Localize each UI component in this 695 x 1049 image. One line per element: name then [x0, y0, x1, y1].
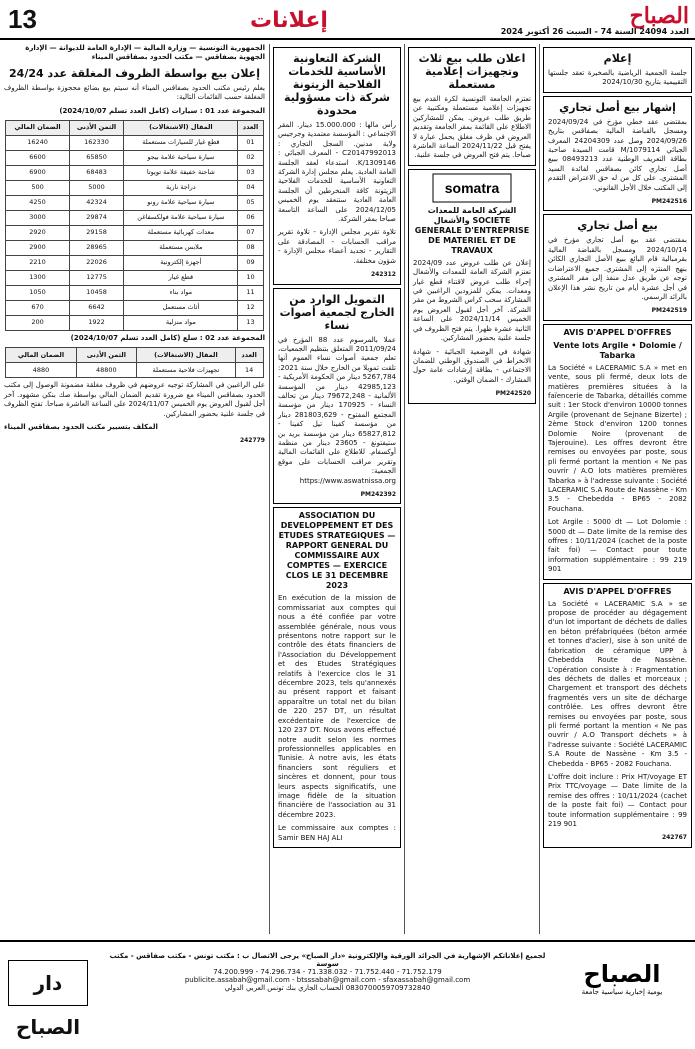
table-cell: أثاث مستعمل [124, 301, 238, 316]
table-cell: تجهيزات فلاحية مستعملة [137, 363, 235, 378]
table-row [6, 151, 263, 166]
ad-sale-2 [543, 214, 692, 320]
table-header: المقال (الاشتغالات) [124, 121, 238, 136]
table-row [6, 181, 263, 196]
footer-account: 0830700059709732840 الحساب الجاري بنك تونس العربي الدولي [224, 984, 431, 992]
table-header: العدد [238, 121, 263, 136]
ad-intro: يعلم رئيس مكتب الحدود بصفاقس الميناء أنه سيتم بيع بضائع محجوزة بواسطة الظروف المغلقة حسب القائمات التالية: [4, 83, 265, 102]
table-cell: دراجة نارية [124, 181, 238, 196]
table-row [6, 226, 263, 241]
ad-subtitle: Vente lots Argile • Dolomie / Tabarka [553, 340, 682, 360]
table-cell: 12775 [69, 271, 124, 286]
ad-list: Lot Argile : 5000 dt — Lot Dolomie : 5000 dt — Date limite de la remise des offres : 10/11/2024 (cachet de la poste fait foi) — Contact pour toute information supplémentaire : 99 219 901 [548, 518, 687, 574]
table-cell: قطع غيار للسيارات مستعملة [124, 136, 238, 151]
org-header: الجمهورية التونسية — وزارة المالية — الإدارة العامة للديوانة — الإدارة الجهوية بصفاقس — مكتب الحدود بصفاقس الميناء [25, 44, 265, 62]
table-cell: 68483 [69, 166, 124, 181]
table-cell: 670 [6, 301, 69, 316]
table-cell: 1300 [6, 271, 69, 286]
sale-table-2 [5, 347, 263, 378]
table-header: المقال (الاشتغالات) [137, 348, 235, 363]
ad-text: بمقتضى عقد بيع أصل تجاري مؤرخ في 2024/10/14 ومسجل بالقباضة المالية بقرمبالية قام البائع ببيع الأصل التجاري الكائن بنهج المنتزه إلى المشتري. جميع الاعتراضات توجه عن طريق عدل منفذ إلى مقر المشتري في أجل عشرة أيام من تاريخ نشر هذا الإعلان بالرائد الرسمي. [548, 236, 687, 301]
ad-list: تلاوة تقرير مجلس الإدارة - تلاوة تقرير مراقب الحسابات - المصادقة على التقارير - تجديد أعضاء مجلس الإدارة - شؤون مختلفة. [278, 228, 396, 265]
table-cell: 6642 [69, 301, 124, 316]
ad-equipment-sale [408, 47, 536, 166]
ad-text: جلسة الجمعية الرياضية بالصخيرة تعقد جلستها التقييمية بتاريخ 2024/10/30 [548, 69, 687, 87]
ad-text: إعلان عن طلب عروض عدد 2024/09 تعتزم الشركة العامة للمعدات والأشغال إجراء طلب عروض لاقتناء قطع غيار ومعدات. يمكن للمزودين الراغبين في المشاركة سحب كراس الشروط من مقر الشركة. آخر أجل لقبول العروض يوم الخميس 2024/11/14 على الساعة الثانية عشرة ظهرا. يتم فتح الظروف في جلسة علنية بحضور المشاركين. [413, 258, 531, 343]
table-cell: 11 [238, 286, 263, 301]
ad-title: الشركة التعاونية الأساسية للخدمات الفلاحية الزيتونة شركة ذات مسؤولية محدودة [284, 52, 390, 117]
table-header: الضمان المالي [6, 348, 76, 363]
table-cell: مواد منزلية [124, 316, 238, 331]
issue-info: العدد 24094 السنة 74 - السبت 26 أكتوبر 2024 [500, 27, 689, 36]
table-cell: 2920 [6, 226, 69, 241]
table-cell: أجهزة إلكترونية [124, 256, 238, 271]
table-cell: 2900 [6, 241, 69, 256]
table-cell: 08 [238, 241, 263, 256]
table-cell: 5000 [69, 181, 124, 196]
table-cell: 29158 [69, 226, 124, 241]
ad-text: تعتزم الجامعة التونسية لكرة القدم بيع تجهيزات إعلامية مستعملة ومكتبية عن طريق طلب عروض. يمكن للمشاركين الاطلاع على القائمة بمقر الجامعة وتقديم العروض في ظرف مغلق يحمل عبارة لا يفتح قبل 2024/11/22 الساعة العاشرة صباحا. يتم فتح العروض في جلسة علنية. [413, 95, 531, 160]
ad-code: PM242519 [651, 307, 687, 315]
table-cell: سيارة سياحية علامة فولكسفاغن [124, 211, 238, 226]
table-row [6, 256, 263, 271]
table-cell: 04 [238, 181, 263, 196]
table-cell: 12 [238, 301, 263, 316]
ad-code: 242767 [661, 834, 687, 842]
page-number: 13 [8, 4, 37, 34]
table-cell: معدات كهربائية مستعملة [124, 226, 238, 241]
table-row [6, 301, 263, 316]
table-cell: شاحنة خفيفة علامة تويوتا [124, 166, 238, 181]
ad-title: الشركة العامة للمعدات والأشغال SOCIETE GENERALE D'ENTREPRISE DE MATERIEL ET DE TRAVAUX [414, 205, 530, 255]
ad-text: بمقتضى عقد خطي مؤرخ في 2024/09/24 ومسجل بالقباضة المالية بصفاقس بتاريخ 2024/09/26 وصل عدد 24204309 المعرف الجبائي 1079114/M قامت السيدة صاحبة بطاقة التعريف الوطنية عدد 08493213 ببيع أصل تجاري كائن بصفاقس لفائدة السيد المشتري. على كل من له حق الاعتراض التقدم إلى المكتب خلال الأجل القانوني. [548, 117, 687, 192]
table-cell: 01 [238, 136, 263, 151]
column-4 [0, 44, 270, 934]
table-cell: 03 [238, 166, 263, 181]
ad-title: إشهار بيع أصل تجاري [559, 100, 676, 114]
table-cell: سيارة سياحية علامة بيجو [124, 151, 238, 166]
ad-title: التمويل الوارد من الخارج لجمعية أصوات نساء [279, 292, 395, 332]
ad-code: PM242516 [651, 198, 687, 206]
table-caption: المجموعة عدد 01 : سيارات (كامل العدد تسلم 2024/10/07) [59, 106, 265, 115]
table-cell: 13 [238, 316, 263, 331]
table-cell: 28965 [69, 241, 124, 256]
table-cell: قطع غيار [124, 271, 238, 286]
table-row [6, 136, 263, 151]
table-header: الضمان المالي [6, 121, 69, 136]
footer-logo-left: دار الصباح [8, 960, 88, 1006]
table-caption: المجموعة عدد 02 : سلع (كامل العدد تسلم 2024/10/07) [70, 334, 265, 343]
table-cell: 200 [6, 316, 69, 331]
ad-notice [543, 47, 692, 93]
table-cell: ملابس مستعملة [124, 241, 238, 256]
ad-text: عملا بالمرسوم عدد 88 المؤرخ في 2011/09/24 المتعلق بتنظيم الجمعيات، تعلم جمعية أصوات نساء العموم أنها تلقت تمويلا من الخارج خلال سنة 2021: 5267,784 دينار من الحكومة الأمريكية - 42985,123 دينار من المؤسسة الألمانية - 79672,248 دينار من تحالف النساء - 170925 دينار من مؤسسة المجتمع المفتوح - 281803,629 دينار من مؤسسة كفينا تيل كفينا - 65827,812 دينار من مؤسسة بريد بن ستيفتونغ - 23605 دينار من منظمة أوكسفام. للاطلاع على القائمات المالية وتقرير مراقب الحسابات على موقع الجمعية: https://www.aswatnissa.org [278, 335, 396, 485]
table-cell: 1922 [69, 316, 124, 331]
table-cell: 42324 [69, 196, 124, 211]
column-1 [540, 44, 695, 934]
ad-sale [543, 96, 692, 212]
avis-appel-offres-2 [543, 583, 692, 848]
table-row [6, 211, 263, 226]
ad-title: AVIS D'APPEL D'OFFRES [563, 586, 672, 596]
table-cell: مواد بناء [124, 286, 238, 301]
column-2 [405, 44, 540, 934]
ad-text: En exécution de la mission de commissariat aux comptes qui nous a été confiée par votre assemblée générale, nous vous présentons notre rapport sur le contrôle des états financiers de l'Association du Développement et des Etudes Stratégiques relatifs à l'exercice clos le 31 décembre 2023, tels qu'annexés au présent rapport et faisant apparaître un total net du bilan de 220 257 DT, un résultat excédentaire de l'exercice de 120 237 DT. Nous avons effectué notre audit selon les normes professionnelles applicables en Tunisie. À notre avis, les états financiers sont réguliers et sincères et donnent, pour tous leurs aspects significatifs, une image fidèle de la situation financière de l'association au 31 décembre 2023. [278, 594, 396, 819]
table-row [6, 316, 263, 331]
table-cell: 22026 [69, 256, 124, 271]
table-cell: 14 [235, 363, 263, 378]
table-row [6, 241, 263, 256]
ad-text: La Société « LACERAMIC S.A » se propose de procéder au dégagement d'un lot important de déchets de dalles en béton préfabriquées (béton armée et tonnes d'acier), sise à son unité de fabrication de céramique UPP à Chebedda Route de Nassène. L'opération consiste à : Fragmentation des déchets de dalles et morceaux ; Chargement et transport des déchets fragmentés vers un site de décharge contrôlée. Les offres devront être remises ou envoyées par poste, sous pli fermé portant la mention « Ne pas ouvrir / A.O Transport déchets » à l'adresse suivante : Société LACERAMIC S.A Route de Nassène - Km 3.5 - Chebedda - BP65 - 2082 Fouchana. [548, 599, 687, 768]
table-cell: 09 [238, 256, 263, 271]
ad-code: 242312 [370, 271, 396, 279]
table-cell: 06 [238, 211, 263, 226]
ad-audit-report [273, 507, 401, 848]
table-row [6, 286, 263, 301]
newspaper-logo: الصباح [629, 3, 689, 28]
table-row [6, 166, 263, 181]
ad-cooperative [273, 47, 401, 285]
column-3 [270, 44, 405, 934]
table-cell: 02 [238, 151, 263, 166]
table-cell: 500 [6, 181, 69, 196]
table-row [6, 271, 263, 286]
table-header: الثمن الأدنى [69, 121, 124, 136]
table-cell: 65850 [69, 151, 124, 166]
ad-title: اعلان طلب بيع ثلاث وتجهيزات إعلامية مستعملة [418, 52, 526, 91]
table-cell: 48800 [76, 363, 137, 378]
ad-text: La Société « LACERAMIC S.A » met en vente, sous pli fermé, deux lots de matières premières situées à la faïencerie de Tabarka, détaillés comme suit : 1er Stock d'environ 10000 tonnes Argile (provenant de Sejnane Bizerte) ; 2ème Stock d'environ 1200 tonnes Dolomie Noire (provenant de Tajerouine). Les offres devront être remises ou envoyées par poste, sous pli fermé portant la mention « Ne pas ouvrir / A.O lots matières premières Tabarka » à l'adresse suivante : Société LACERAMIC S.A Route de Nassène - Km 3.5 - Chebedda - BP65 - 2082 Fouchana. [548, 363, 687, 513]
table-cell: 2210 [6, 256, 69, 271]
ad-title: ASSOCIATION DU DEVELOPPEMENT ET DES ETUDES STRATEGIQUES — RAPPORT GENERAL DU COMMISSAIRE AUX COMPTES — EXERCICE CLOS LE 31 DECEMBRE 2023 [278, 511, 396, 591]
footer-logo-right: الصباح يومية إخبارية سياسية جامعة [557, 960, 687, 996]
ad-title: بيع أصل تجاري [577, 219, 658, 233]
ad-code: PM242392 [360, 491, 396, 498]
sale-table [5, 120, 263, 331]
table-cell: 1050 [6, 286, 69, 301]
ad-notes: على الراغبين في المشاركة توجيه عروضهم في ظروف مغلقة مضمونة الوصول إلى مكتب الحدود بصفاقس الميناء مع ضرورة تقديم الضمان المالي بواسطة صك بنكي مشهود. آخر أجل لقبول العروض يوم الخميس 2024/11/07 على الساعة العاشرة صباحا. تفتح الظروف في جلسة علنية بحضور المشاركين. [4, 381, 265, 418]
table-cell: 16240 [6, 136, 69, 151]
table-cell: 162330 [69, 136, 124, 151]
table-header: الثمن الأدنى [76, 348, 137, 363]
table-header: العدد [235, 348, 263, 363]
table-cell: سيارة سياحية علامة رونو [124, 196, 238, 211]
ad-text: رأس مالها : 15.000.000 دينار. المقر الاجتماعي : المؤسسة معتمدية وجرجيس ولاية مدنين. السجل التجاري : C20147992013 - المعرف الجبائي : 1309146/K. استدعاء لعقد الجلسة العامة العادية. يعلم مجلس إدارة الشركة التعاونية الأساسية للخدمات الفلاحية الزيتونة كافة المنخرطين أن الجلسة العامة العادية ستنعقد يوم الخميس 2024/12/05 على الساعة التاسعة صباحا بمقر الشركة. [278, 121, 396, 224]
table-cell: 6900 [6, 166, 69, 181]
table-cell: 29874 [69, 211, 124, 226]
table-cell: 05 [238, 196, 263, 211]
table-cell: 10458 [69, 286, 124, 301]
footer-contacts: لجميع إعلاناتكم الإشهارية في الجرائد الورقية والإلكترونية «دار الصباح» يرجى الاتصال ب : مكتب تونس - مكتب صفاقس - مكتب سوسة 71.752.179 - 71.752.440 - 71.338.032 - 74.296.734 - 74.200.999 publicite.assabah@gmail.com - btsssabah@gmail.com - sfaxassabah@gmail.com 0830700059709732840 الحساب الجاري بنك تونس العربي الدولي [100, 952, 555, 992]
ad-list: شهادة في الوضعية الجبائية - شهادة الانخراط في الصندوق الوطني للضمان الاجتماعي - بطاقة إرشادات عامة حول المشارك - الضمان الوقتي. [413, 347, 531, 384]
ad-association-funding [273, 288, 401, 505]
table-row [6, 196, 263, 211]
ad-signature: المكلف بتسيير مكتب الحدود بصفاقس الميناء [4, 423, 158, 432]
table-cell: 3000 [6, 211, 69, 226]
avis-appel-offres-1 [543, 324, 692, 580]
ad-title: إعلام [603, 52, 632, 65]
ad-list: L'offre doit inclure : Prix HT/voyage ET Prix TTC/voyage — Date limite de la remise des offres : 10/11/2024 (cachet de la poste fait foi) — Contact pour toute information supplémentaire : 99 219 901 [548, 772, 687, 828]
footer-phones: 71.752.179 - 71.752.440 - 71.338.032 - 74.296.734 - 74.200.999 [213, 968, 442, 976]
ad-title: AVIS D'APPEL D'OFFRES [563, 327, 672, 337]
svg-text:somatra: somatra [444, 179, 500, 196]
ad-code: 242779 [239, 437, 265, 445]
section-title: إعلانات [250, 8, 328, 33]
ad-somatra [408, 169, 536, 404]
footer-tagline: يومية إخبارية سياسية جامعة [581, 988, 663, 996]
footer-emails: publicite.assabah@gmail.com - btsssabah@gmail.com - sfaxassabah@gmail.com [184, 976, 471, 984]
somatra-logo [432, 173, 512, 203]
ad-signature: Le commissaire aux comptes : Samir BEN HAJ ALI [278, 824, 396, 842]
ad-code: PM242520 [495, 390, 531, 398]
page-footer [0, 940, 695, 1039]
table-cell: 07 [238, 226, 263, 241]
table-cell: 10 [238, 271, 263, 286]
table-cell: 4250 [6, 196, 69, 211]
table-cell: 6600 [6, 151, 69, 166]
table-cell: 4880 [6, 363, 76, 378]
table-row [6, 363, 263, 378]
page-header [0, 0, 695, 40]
ad-title: إعلان بيع بواسطة الظروف المغلقة عدد 24/24 [9, 66, 260, 80]
